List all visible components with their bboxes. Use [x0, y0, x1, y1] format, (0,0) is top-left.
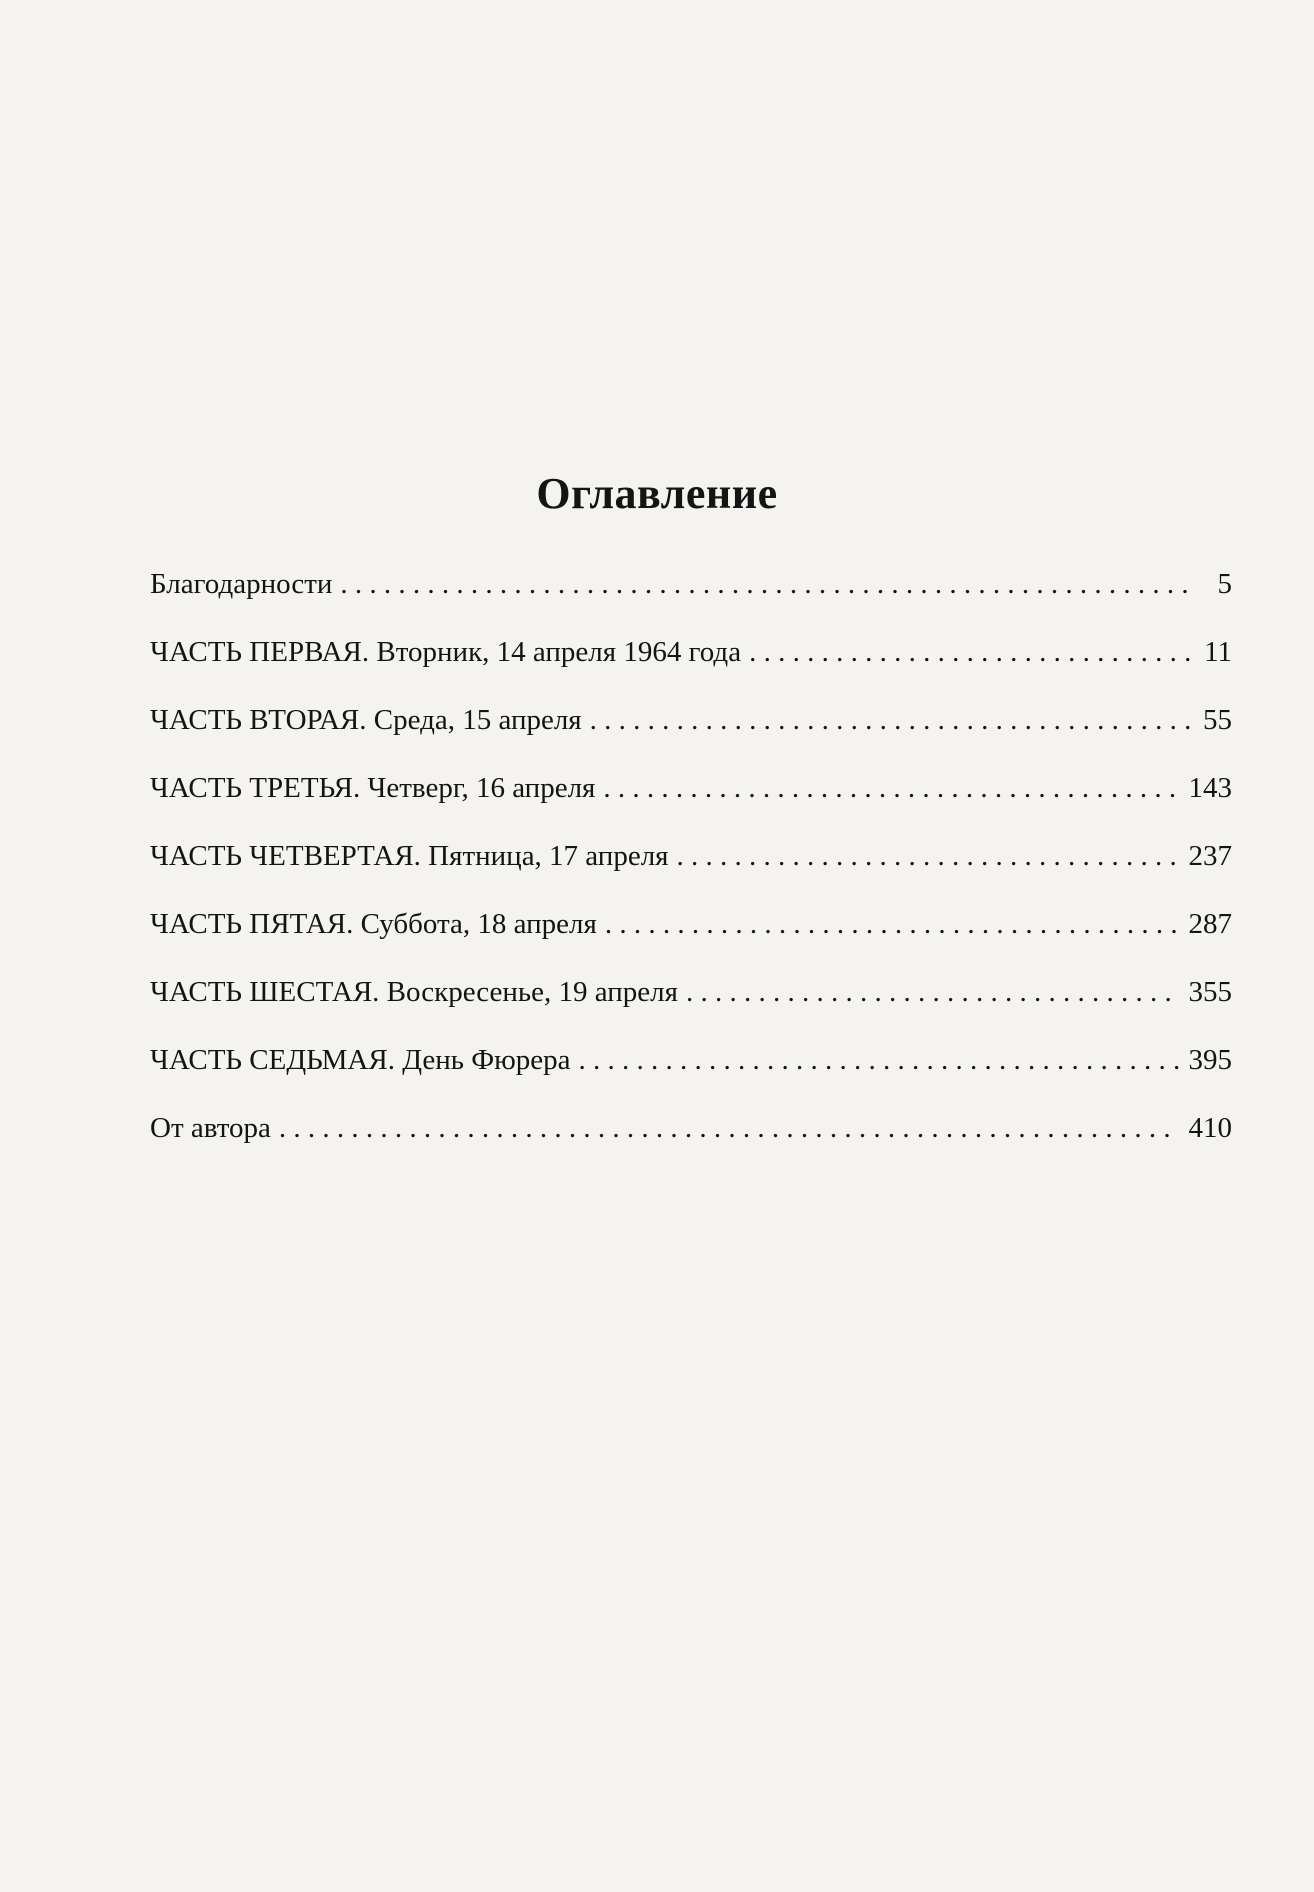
toc-entry-page: 287 — [1188, 908, 1232, 940]
dot-leader — [340, 564, 1192, 604]
toc-entry-label: От автора — [150, 1112, 271, 1144]
dot-leader — [686, 972, 1179, 1012]
toc-entry-label: ЧАСТЬ ВТОРАЯ. Среда, 15 апреля — [150, 704, 582, 736]
toc-entry-part-6[interactable] — [150, 972, 1232, 1040]
toc-entry-label: ЧАСТЬ СЕДЬМАЯ. День Фюрера — [150, 1044, 571, 1076]
dot-leader — [579, 1040, 1179, 1080]
toc-entry-page: 55 — [1203, 704, 1232, 736]
toc-entry-label: ЧАСТЬ ЧЕТВЕРТАЯ. Пятница, 17 апреля — [150, 840, 669, 872]
toc-entry-page: 5 — [1217, 568, 1232, 600]
toc-entry-page: 11 — [1204, 636, 1232, 668]
toc-entry-acknowledgements[interactable] — [150, 564, 1232, 632]
toc-entry-part-3[interactable] — [150, 768, 1232, 836]
toc-entry-part-2[interactable] — [150, 700, 1232, 768]
show-through-background — [140, 70, 1240, 220]
dot-leader — [605, 904, 1179, 944]
toc-entry-label: ЧАСТЬ ШЕСТАЯ. Воскресенье, 19 апреля — [150, 976, 678, 1008]
toc-entry-page: 143 — [1188, 772, 1232, 804]
toc-entry-page: 410 — [1188, 1112, 1232, 1144]
toc-entry-label: ЧАСТЬ ТРЕТЬЯ. Четверг, 16 апреля — [150, 772, 596, 804]
toc-entry-afterword[interactable] — [150, 1108, 1232, 1176]
table-of-contents — [150, 564, 1232, 1176]
dot-leader — [749, 632, 1192, 672]
toc-entry-part-5[interactable] — [150, 904, 1232, 972]
dot-leader — [677, 836, 1179, 876]
toc-entry-label: ЧАСТЬ ПЕРВАЯ. Вторник, 14 апреля 1964 года — [150, 636, 742, 668]
dot-leader — [590, 700, 1192, 740]
dot-leader — [603, 768, 1178, 808]
toc-entry-part-4[interactable] — [150, 836, 1232, 904]
toc-entry-part-7[interactable] — [150, 1040, 1232, 1108]
toc-entry-label: ЧАСТЬ ПЯТАЯ. Суббота, 18 апреля — [150, 908, 597, 940]
page-title: Оглавление — [536, 469, 778, 519]
toc-entry-page: 355 — [1188, 976, 1232, 1008]
toc-entry-page: 237 — [1188, 840, 1232, 872]
toc-entry-label: Благодарности — [150, 568, 333, 600]
toc-entry-page: 395 — [1188, 1044, 1232, 1076]
dot-leader — [279, 1108, 1179, 1148]
toc-entry-part-1[interactable] — [150, 632, 1232, 700]
